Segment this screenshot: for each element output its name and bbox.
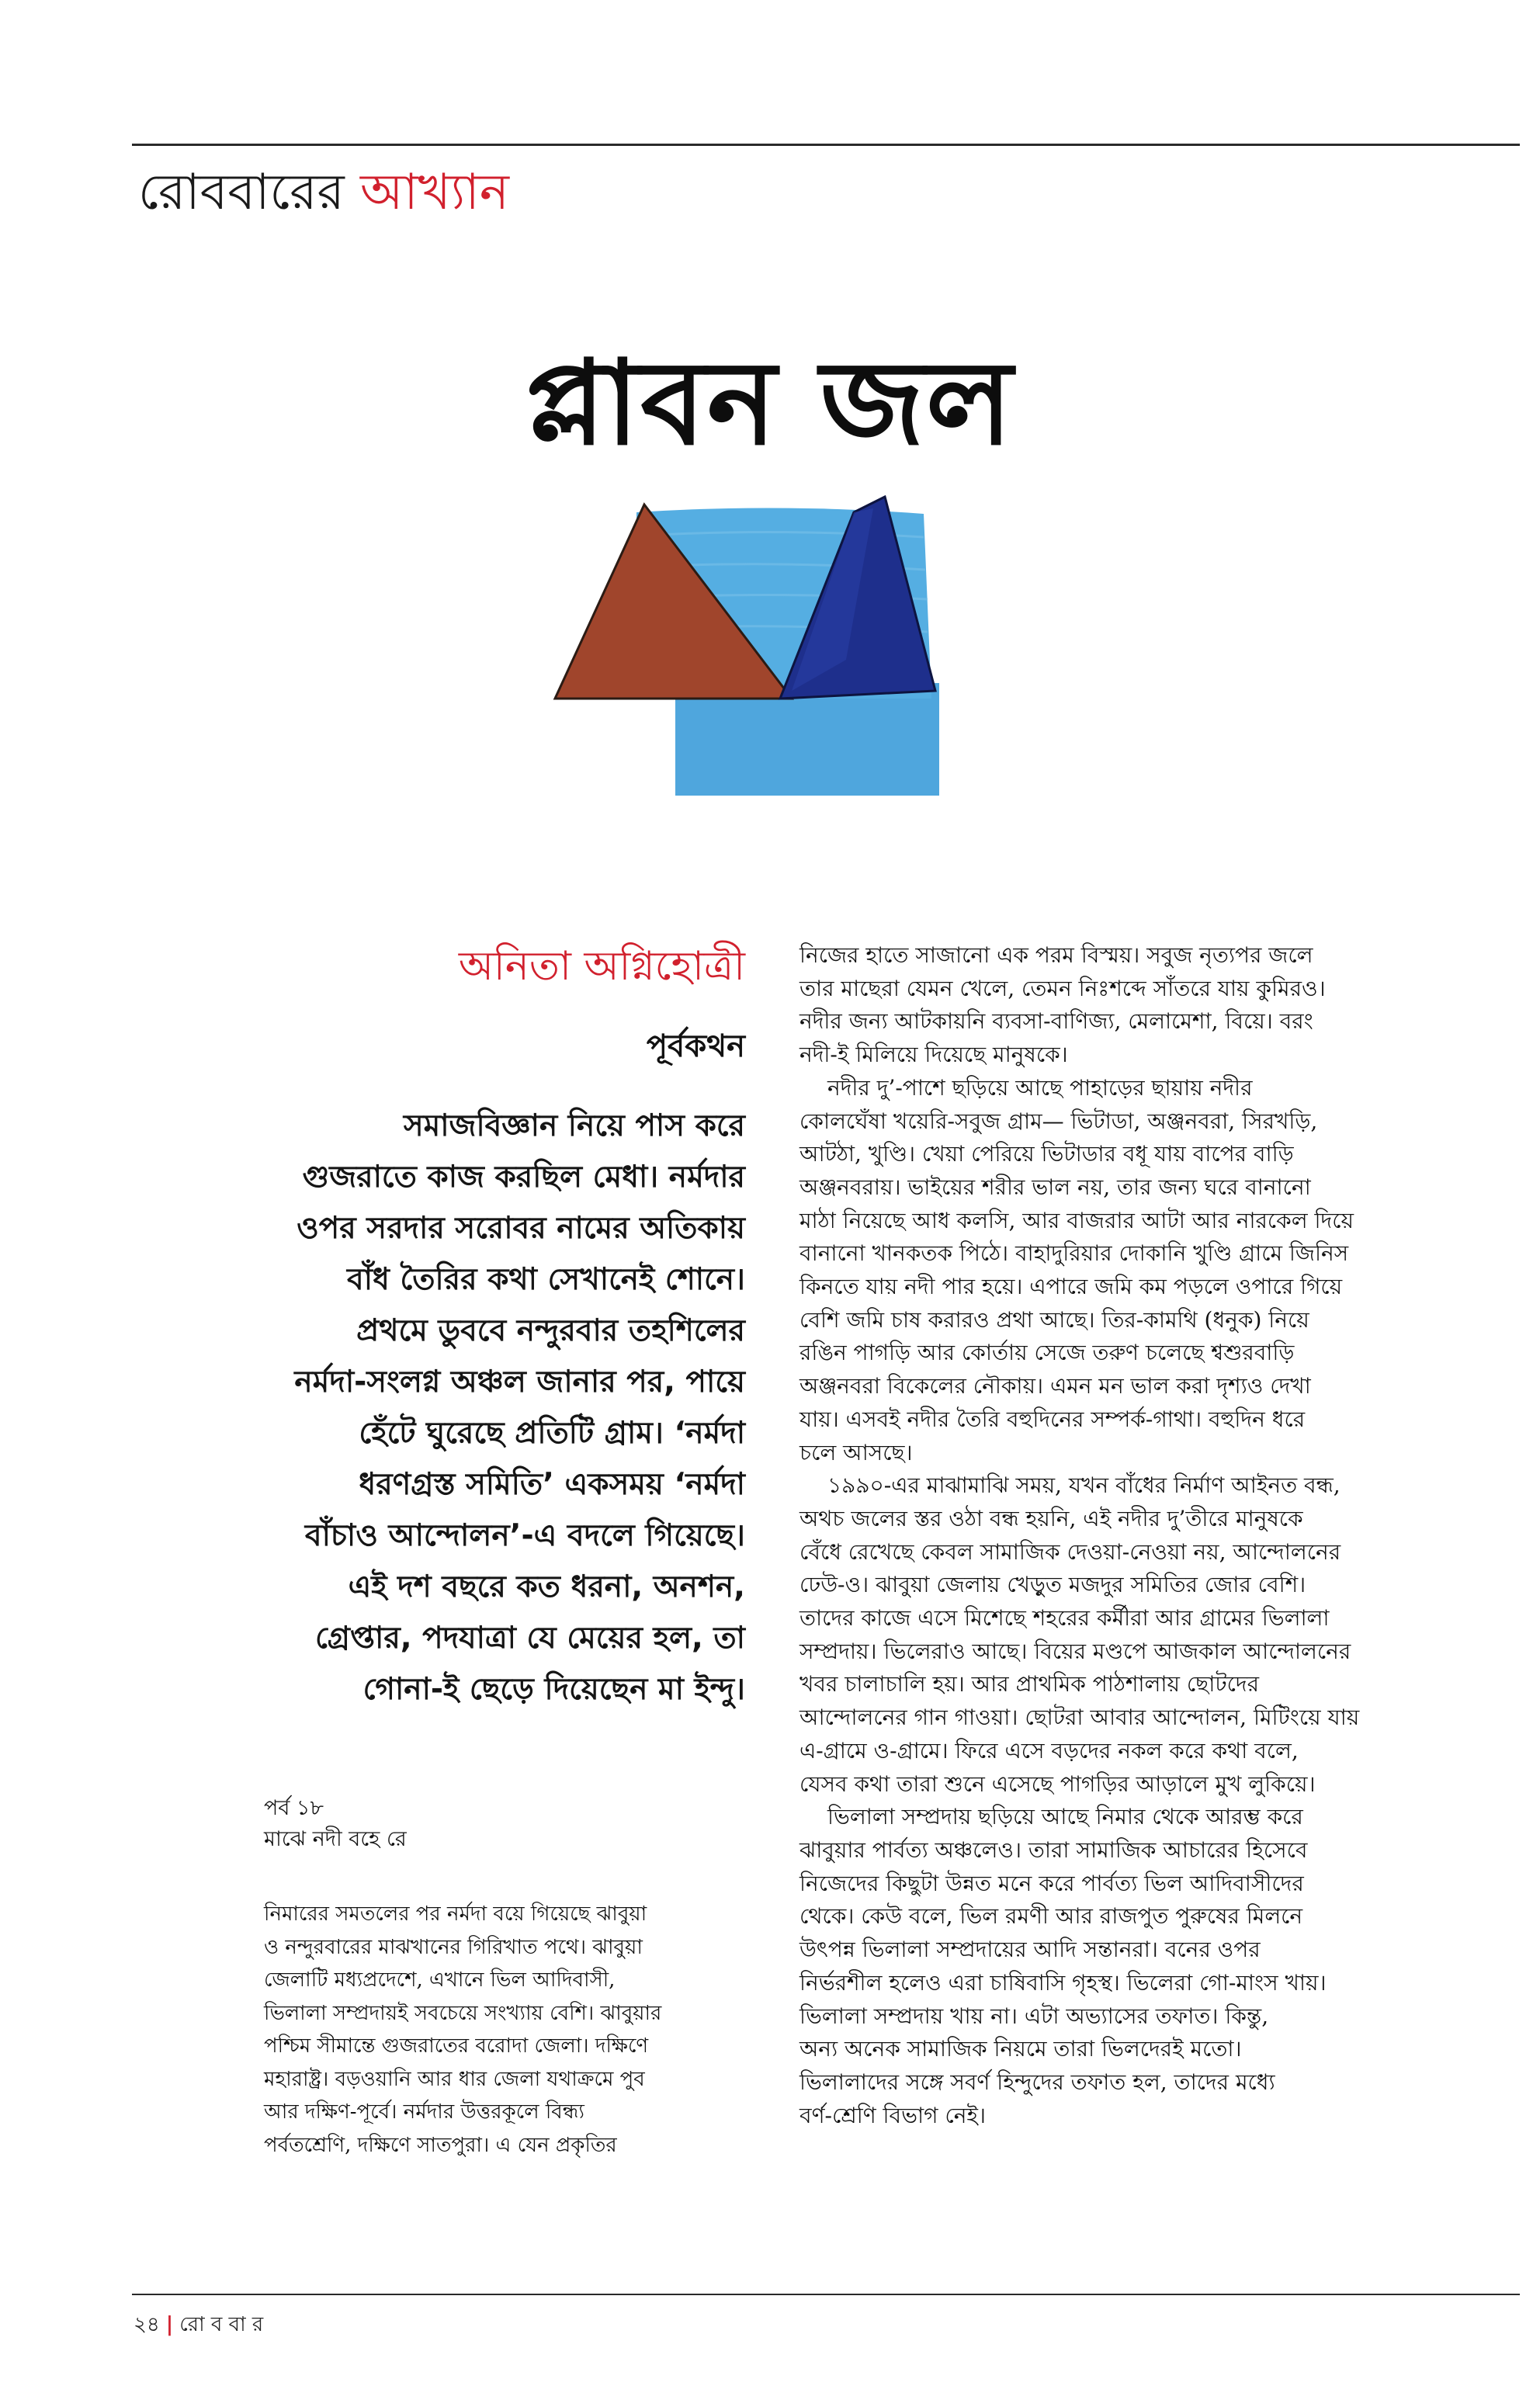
body-column-right — [799, 939, 1428, 2132]
prologue-line: বাঁচাও আন্দোলন’-এ বদলে গিয়েছে। — [304, 1518, 745, 1553]
body-line: নদী-ই মিলিয়ে দিয়েছে মানুষকে। — [799, 1042, 1068, 1068]
body-line: ভিলালা সম্প্রদায়ই সবচেয়ে সংখ্যায় বেশি। ঝাবুয়ার — [264, 2001, 662, 2025]
prologue-line: বাঁধ তৈরির কথা সেখানেই শোনে। — [347, 1262, 745, 1297]
kicker-red: আখ্যান — [360, 164, 510, 221]
body-line: ভিলালা সম্প্রদায় খায় না। এটা অভ্যাসের তফাত। কিন্তু, — [799, 2003, 1269, 2029]
author-name: অনিতা অগ্নিহোত্রী — [458, 943, 745, 990]
prologue-line: ওপর সরদার সরোবর নামের অতিকায় — [297, 1211, 745, 1246]
body-line: অন্য অনেক সামাজিক নিয়মে তারা ভিলদেরই মতো। — [799, 2036, 1242, 2062]
prologue-heading: পূর্বকথন — [646, 1028, 745, 1064]
body-line: ঢেউ-ও। ঝাবুয়া জেলায় খেড়ুত মজদুর সমিতির জোর বেশি। — [799, 1572, 1306, 1598]
prologue-line: এই দশ বছরে কত ধরনা, অনশন, — [348, 1569, 745, 1604]
paragraph-start-line: ১৯৯০-এর মাঝামাঝি সময়, যখন বাঁধের নির্মাণ আইনত বন্ধ, — [827, 1472, 1341, 1499]
paragraph-start-line: নদীর দু’-পাশে ছড়িয়ে আছে পাহাড়ের ছায়ায় নদীর — [827, 1074, 1253, 1101]
body-line: নির্ভরশীল হলেও এরা চাষিবাসি গৃহস্থ। ভিলেরা গো-মাংস খায়। — [799, 1969, 1327, 1996]
body-line: অথচ জলের স্তর ওঠা বন্ধ হয়নি, এই নদীর দু’তীরে মানুষকে — [799, 1505, 1303, 1531]
body-column-left — [264, 1898, 745, 2162]
body-line: আর দক্ষিণ-পূর্বে। নর্মদার উত্তরকূলে বিন্ধ্য — [264, 2100, 584, 2124]
body-line: যায়। এসবই নদীর তৈরি বহুদিনের সম্পর্ক-গাথা। বহুদিন ধরে — [799, 1406, 1306, 1432]
body-line: যেসব কথা তারা শুনে এসেছে পাগড়ির আড়ালে মুখ লুকিয়ে। — [799, 1770, 1316, 1797]
body-line: থেকে। কেউ বলে, ভিল রমণী আর রাজপুত পুরুষের মিলনে — [799, 1903, 1303, 1930]
body-line: রঙিন পাগড়ি আর কোর্তায় সেজে তরুণ চলেছে শ্বশুরবাড়ি — [799, 1340, 1295, 1366]
body-line: সম্প্রদায়। ভিলেরাও আছে। বিয়ের মণ্ডপে আজকাল আন্দোলনের — [799, 1638, 1351, 1664]
prologue-line: সমাজবিজ্ঞান নিয়ে পাস করে — [403, 1108, 745, 1143]
paragraph-start-line: ভিলালা সম্প্রদায় ছড়িয়ে আছে নিমার থেকে আরম্ভ করে — [827, 1804, 1303, 1830]
body-line: কিনতে যায় নদী পার হয়ে। এপারে জমি কম পড়লে ওপারে গিয়ে — [799, 1274, 1343, 1300]
body-line: বেশি জমি চাষ করারও প্রথা আছে। তির-কামথি (ধনুক) নিয়ে — [799, 1306, 1309, 1333]
body-line: ঝাবুয়ার পার্বত্য অঞ্চলেও। তারা সামাজিক আচারের হিসেবে — [799, 1836, 1308, 1863]
body-line: বর্ণ-শ্রেণি বিভাগ নেই। — [799, 2102, 987, 2128]
body-line: নিজের হাতে সাজানো এক পরম বিস্ময়। সবুজ নৃত্যপর জলে — [799, 942, 1313, 968]
body-line: উৎপন্ন ভিলালা সম্প্রদায়ের আদি সন্তানরা। বনের ওপর — [799, 1937, 1261, 1963]
body-line: তাদের কাজে এসে মিশেছে শহরের কর্মীরা আর গ্রামের ভিলালা — [799, 1605, 1330, 1632]
page-footer — [134, 2309, 263, 2340]
section-kicker — [138, 161, 509, 224]
body-line: পশ্চিম সীমান্তে গুজরাতের বরোদা জেলা। দক্ষিণে — [264, 2034, 649, 2058]
footer-separator: | — [165, 2313, 174, 2336]
body-line: কোলঘেঁষা খয়েরি-সবুজ গ্রাম— ভিটাডা, অঞ্জনবরা, সিরখড়ি, — [799, 1108, 1318, 1134]
body-line: মহারাষ্ট্র। বড়ওয়ানি আর ধার জেলা যথাক্রমে পুব — [264, 2067, 645, 2091]
body-line: এ-গ্রামে ও-গ্রামে। ফিরে এসে বড়দের নকল করে কথা বলে, — [799, 1737, 1299, 1764]
water-lower — [675, 683, 939, 796]
body-line: ভিলালাদের সঙ্গে সবর্ণ হিন্দুদের তফাত হল, তাদের মধ্যে — [799, 2069, 1275, 2095]
body-line: ও নন্দুরবারের মাঝখানের গিরিখাত পথে। ঝাবুয়া — [264, 1935, 643, 1959]
body-line: তার মাছেরা যেমন খেলে, তেমন নিঃশব্দে সাঁতরে যায় কুমিরও। — [799, 975, 1326, 1001]
prologue-line: ধরণগ্রস্ত সমিতি’ একসময় ‘নর্মদা — [359, 1467, 745, 1502]
body-line: বানানো খানকতক পিঠে। বাহাদুরিয়ার দোকানি খুণ্ডি গ্রামে জিনিস — [799, 1240, 1349, 1267]
mountains-water-illustration — [520, 466, 1118, 815]
prologue-summary — [233, 1101, 745, 1715]
body-line: অঞ্জনবরায়। ভাইয়ের শরীর ভাল নয়, তার জন্য ঘরে বানানো — [799, 1174, 1311, 1200]
body-line: নদীর জন্য আটকায়নি ব্যবসা-বাণিজ্য, মেলামেশা, বিয়ে। বরং — [799, 1008, 1313, 1035]
body-line: বেঁধে রেখেছে কেবল সামাজিক দেওয়া-নেওয়া নয়, আন্দোলনের — [799, 1538, 1341, 1565]
body-line: খবর চালাচালি হয়। আর প্রাথমিক পাঠশালায় ছোটদের — [799, 1671, 1259, 1698]
body-line: আন্দোলনের গান গাওয়া। ছোটরা আবার আন্দোলন, মিটিংয়ে যায় — [799, 1705, 1360, 1731]
body-line: অঞ্জনবরা বিকেলের নৌকায়। এমন মন ভাল করা দৃশ্যও দেখা — [799, 1373, 1311, 1399]
body-line: আটঠা, খুণ্ডি। খেয়া পেরিয়ে ভিটাডার বধূ যায় বাপের বাড়ি — [799, 1141, 1294, 1167]
bottom-rule — [132, 2294, 1520, 2295]
top-rule — [132, 144, 1520, 146]
magazine-name: রো ব বা র — [179, 2313, 264, 2336]
prologue-line: প্রথমে ডুববে নন্দুরবার তহশিলের — [356, 1313, 745, 1348]
part-subtitle: মাঝে নদী বহে রে — [264, 1827, 407, 1851]
part-label: পর্ব ১৮ — [264, 1796, 324, 1820]
prologue-line: গ্রেপ্তার, পদযাত্রা যে মেয়ের হল, তা — [314, 1621, 745, 1656]
body-line: নিজেদের কিছুটা উন্নত মনে করে পার্বত্য ভিল আদিবাসীদের — [799, 1870, 1304, 1896]
body-line: মাঠা নিয়েছে আধ কলসি, আর বাজরার আটা আর নারকেল দিয়ে — [799, 1207, 1354, 1233]
page-number: ২৪ — [134, 2313, 160, 2336]
prologue-line: গোনা-ই ছেড়ে দিয়েছেন মা ইন্দু। — [362, 1672, 745, 1707]
body-line: পর্বতশ্রেণি, দক্ষিণে সাতপুরা। এ যেন প্রকৃতির — [264, 2133, 617, 2157]
story-title: প্লাবন জল — [525, 336, 1015, 471]
body-line: নিমারের সমতলের পর নর্মদা বয়ে গিয়েছে ঝাবুয়া — [264, 1902, 647, 1926]
prologue-line: গুজরাতে কাজ করছিল মেধা। নর্মদার — [302, 1160, 745, 1195]
prologue-line: নর্মদা-সংলগ্ন অঞ্চল জানার পর, পায়ে — [294, 1365, 745, 1399]
prologue-line: হেঁটে ঘুরেছে প্রতিটি গ্রাম। ‘নর্মদা — [359, 1416, 745, 1451]
kicker-black: রোববারের — [138, 164, 345, 221]
body-line: চলে আসছে। — [799, 1439, 913, 1465]
body-line: জেলাটি মধ্যপ্রদেশে, এখানে ভিল আদিবাসী, — [264, 1968, 616, 1992]
